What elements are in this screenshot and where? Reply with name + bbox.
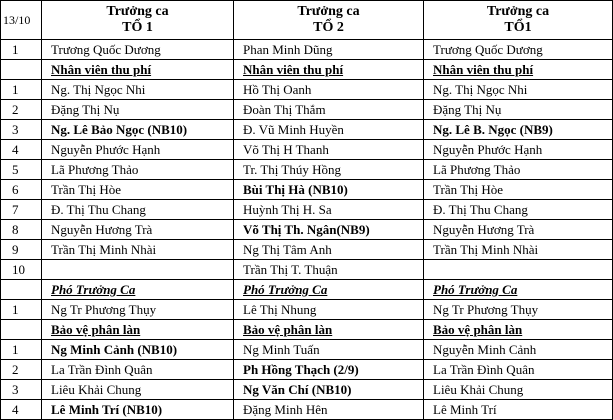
member-name: Lê Thị Nhung <box>234 300 424 320</box>
row-number: 2 <box>1 360 42 380</box>
fee-staff-row <box>1 240 613 260</box>
member-name: Đ. Thị Thu Chang <box>42 200 234 220</box>
section-title: Nhân viên thu phí <box>234 60 424 80</box>
team-name: TỔ 1 <box>122 20 153 35</box>
member-name: Ng. Thị Ngọc Nhi <box>424 80 613 100</box>
member-name: Ng. Lê B. Ngọc (NB9) <box>424 120 613 140</box>
member-name: Võ Thị H Thanh <box>234 140 424 160</box>
date-cell: 13/10 <box>1 1 42 40</box>
member-name: Ng. Lê Bảo Ngọc (NB10) <box>42 120 234 140</box>
section-title: Phó Trưởng Ca <box>42 280 234 300</box>
member-name: Đ. Thị Thu Chang <box>424 200 613 220</box>
fee-staff-row <box>1 180 613 200</box>
fee-staff-row <box>1 100 613 120</box>
member-name: Nguyễn Phước Hạnh <box>424 140 613 160</box>
section-title: Phó Trưởng Ca <box>424 280 613 300</box>
header-row <box>1 1 613 40</box>
member-name: Nguyễn Phước Hạnh <box>42 140 234 160</box>
row-number: 10 <box>1 260 42 280</box>
section-title: Bảo vệ phân làn <box>42 320 234 340</box>
row-number <box>1 280 42 300</box>
member-name: Ng Thị Tâm Anh <box>234 240 424 260</box>
section-title: Nhân viên thu phí <box>424 60 613 80</box>
team-role: Trưởng ca <box>106 4 169 19</box>
row-number: 5 <box>1 160 42 180</box>
row-number: 9 <box>1 240 42 260</box>
row-number <box>1 320 42 340</box>
guard-row <box>1 380 613 400</box>
member-name: Lã Phương Thảo <box>42 160 234 180</box>
row-number: 1 <box>1 340 42 360</box>
member-name: Liêu Khải Chung <box>424 380 613 400</box>
team-role: Trưởng ca <box>486 4 550 19</box>
member-name: Đặng Thị Nụ <box>424 100 613 120</box>
team-header-1 <box>42 1 234 40</box>
member-name: La Trần Đình Quân <box>424 360 613 380</box>
member-name: Trần Thị Hòe <box>424 180 613 200</box>
member-name: Trần Thị T. Thuận <box>234 260 424 280</box>
member-name: Ng. Thị Ngọc Nhi <box>42 80 234 100</box>
row-number: 4 <box>1 400 42 420</box>
row-number: 8 <box>1 220 42 240</box>
member-name: Ng Minh Cảnh (NB10) <box>42 340 234 360</box>
member-name: Tr. Thị Thúy Hồng <box>234 160 424 180</box>
team-header-2 <box>234 1 424 40</box>
fee-section-row <box>1 60 613 80</box>
member-name: Nguyễn Minh Cảnh <box>424 340 613 360</box>
row-number: 7 <box>1 200 42 220</box>
fee-staff-row <box>1 140 613 160</box>
member-name: Đặng Minh Hên <box>234 400 424 420</box>
member-name: Ph Hồng Thạch (2/9) <box>234 360 424 380</box>
member-name: Liêu Khải Chung <box>42 380 234 400</box>
team-name: TỔ 2 <box>313 20 344 35</box>
member-name: Đ. Vũ Minh Huyền <box>234 120 424 140</box>
fee-staff-row <box>1 220 613 240</box>
team-role: Trưởng ca <box>297 4 360 19</box>
row-number: 2 <box>1 100 42 120</box>
guard-row <box>1 340 613 360</box>
section-title: Phó Trưởng Ca <box>234 280 424 300</box>
section-title: Bảo vệ phân làn <box>424 320 613 340</box>
member-name: Huỳnh Thị H. Sa <box>234 200 424 220</box>
member-name: Bùi Thị Hà (NB10) <box>234 180 424 200</box>
member-name: Ng Minh Tuấn <box>234 340 424 360</box>
member-name: Đặng Thị Nụ <box>42 100 234 120</box>
row-number: 3 <box>1 120 42 140</box>
team-header-3 <box>424 1 613 40</box>
member-name: Ng Tr Phương Thụy <box>424 300 613 320</box>
row-number: 1 <box>1 300 42 320</box>
member-name: Lê Minh Trí <box>424 400 613 420</box>
fee-staff-row <box>1 120 613 140</box>
row-number: 6 <box>1 180 42 200</box>
member-name: Lê Minh Trí (NB10) <box>42 400 234 420</box>
member-name: Nguyễn Hương Trà <box>42 220 234 240</box>
leader-cell: Trương Quốc Dương <box>42 40 234 60</box>
member-name: Ng Văn Chí (NB10) <box>234 380 424 400</box>
member-name: Hồ Thị Oanh <box>234 80 424 100</box>
guard-row <box>1 360 613 380</box>
member-name: Nguyễn Hương Trà <box>424 220 613 240</box>
member-name: Trần Thị Minh Nhài <box>424 240 613 260</box>
member-name <box>42 260 234 280</box>
fee-staff-row <box>1 160 613 180</box>
row-number: 1 <box>1 80 42 100</box>
leader-cell: Trương Quốc Dương <box>424 40 613 60</box>
fee-staff-row <box>1 200 613 220</box>
section-title: Nhân viên thu phí <box>42 60 234 80</box>
row-number: 4 <box>1 140 42 160</box>
member-name: Đoàn Thị Thắm <box>234 100 424 120</box>
member-name: Lã Phương Thảo <box>424 160 613 180</box>
member-name <box>424 260 613 280</box>
section-title: Bảo vệ phân làn <box>234 320 424 340</box>
member-name: Trần Thị Hòe <box>42 180 234 200</box>
member-name: Trần Thị Minh Nhài <box>42 240 234 260</box>
deputy-row <box>1 300 613 320</box>
leader-cell: Phan Minh Dũng <box>234 40 424 60</box>
member-name: Ng Tr Phương Thụy <box>42 300 234 320</box>
row-number: 3 <box>1 380 42 400</box>
member-name: Võ Thị Th. Ngân(NB9) <box>234 220 424 240</box>
deputy-section-row <box>1 280 613 300</box>
guard-section-row <box>1 320 613 340</box>
roster-body <box>1 1 613 420</box>
row-number <box>1 60 42 80</box>
guard-row <box>1 400 613 420</box>
row-number: 1 <box>1 40 42 60</box>
fee-staff-row <box>1 260 613 280</box>
leader-row <box>1 40 613 60</box>
member-name: La Trần Đình Quân <box>42 360 234 380</box>
fee-staff-row <box>1 80 613 100</box>
team-name: TỔ1 <box>504 20 532 35</box>
